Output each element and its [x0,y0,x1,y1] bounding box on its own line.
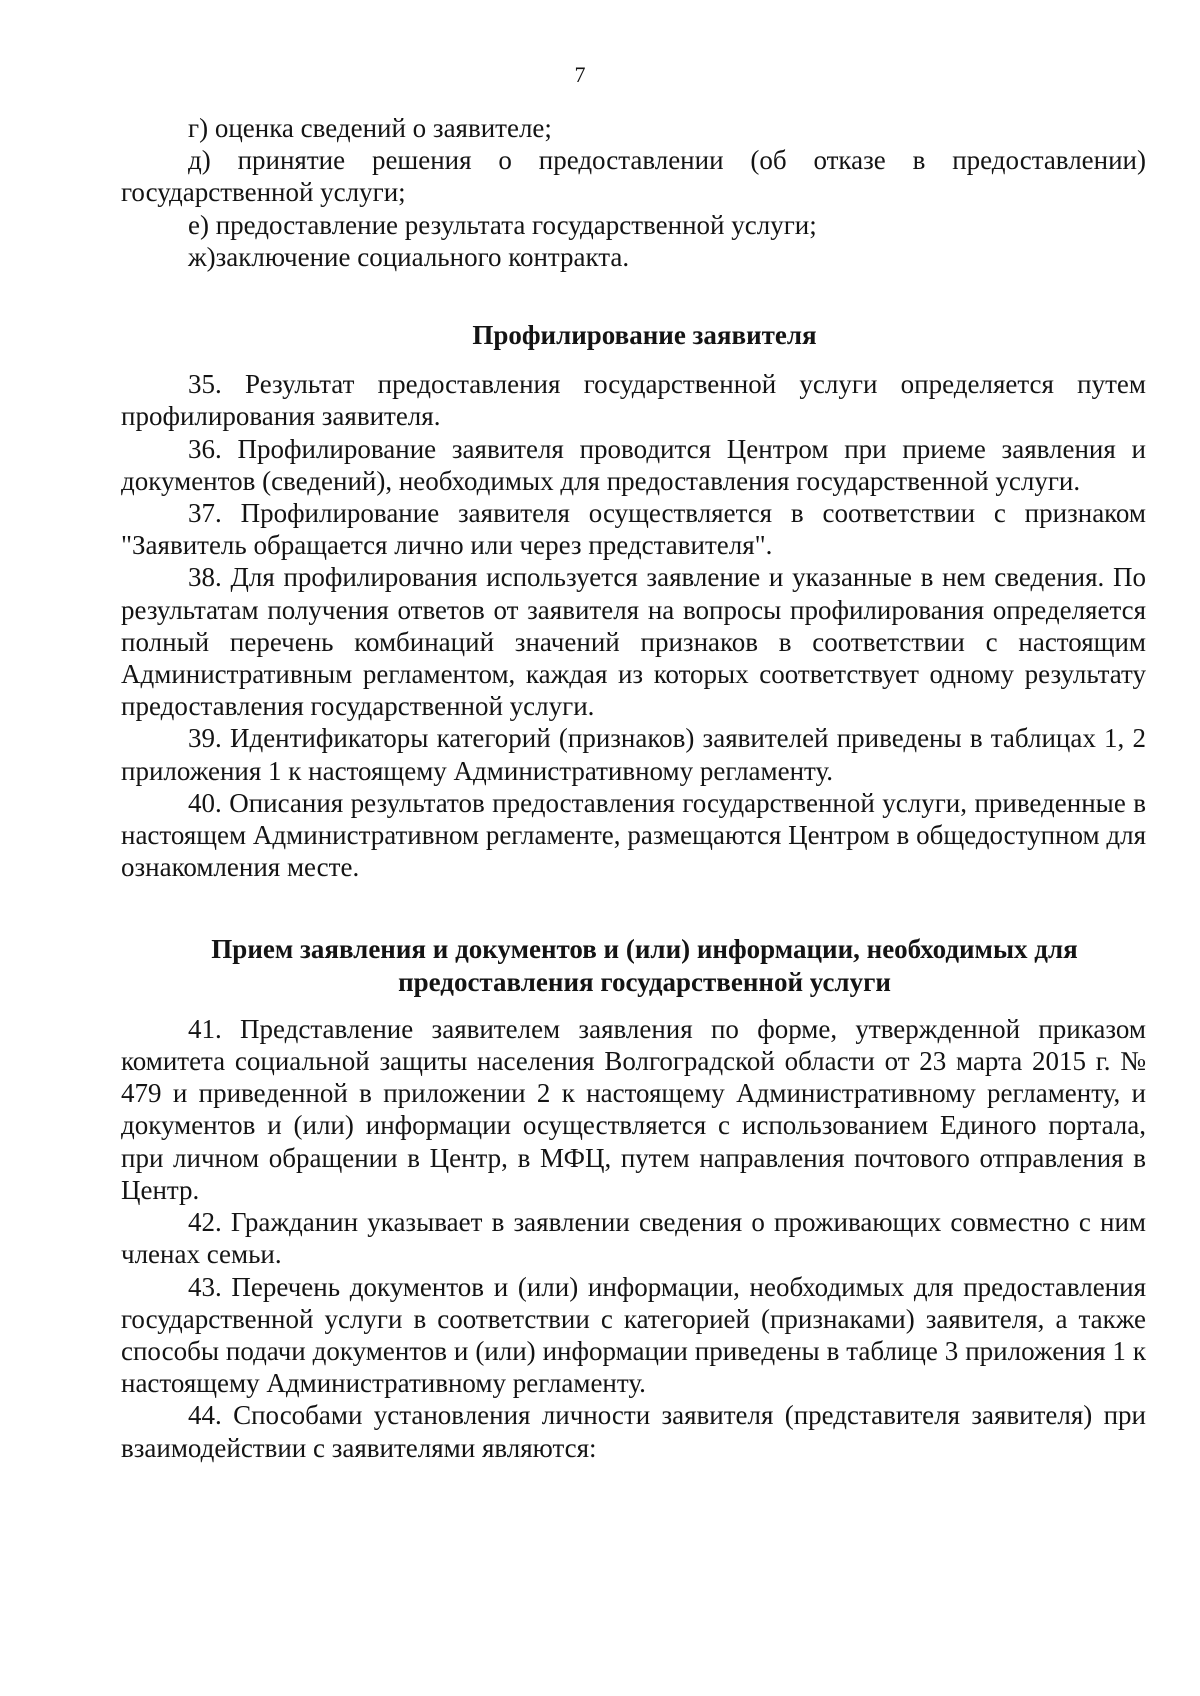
list-item-d: д) принятие решения о предоставлении (об отказе в предоставлении) государственной услуги; [121,145,1146,208]
paragraph-38: 38. Для профилирования используется заявление и указанные в нем сведения. По результатам получения ответов от заявителя на вопросы профилирования определяется полный перечень комбинаций значений признаков в соответствии с настоящим Административным регламентом, каждая из которых соответствует одному результату предоставления государственной услуги. [121,562,1146,722]
section-heading-line-2: предоставления государственной услуги [398,966,891,997]
section-heading-line-1: Прием заявления и документов и (или) информации, необходимых для [211,934,1078,965]
paragraph-36: 36. Профилирование заявителя проводится Центром при приеме заявления и документов (сведений), необходимых для предоставления государственной услуги. [121,433,1146,496]
paragraph-35: 35. Результат предоставления государственной услуги определяется путем профилирования заявителя. [121,369,1146,432]
paragraph-42: 42. Гражданин указывает в заявлении сведения о проживающих совместно с ним членах семьи. [121,1207,1146,1270]
list-item-zh: ж)заключение социального контракта. [188,241,630,272]
section-heading-application [121,933,1146,997]
list-item-g: г) оценка сведений о заявителе; [188,113,552,143]
document-body [121,112,1146,1464]
paragraph-43: 43. Перечень документов и (или) информации, необходимых для предоставления государственной услуги в соответствии с категорией (признаками) заявителя, а также способы подачи документов и (или) информации приведены в таблице 3 приложения 1 к настоящему Административному регламенту. [121,1271,1146,1399]
paragraph-44: 44. Способами установления личности заявителя (представителя заявителя) при взаимодействии с заявителями являются: [121,1400,1146,1463]
list-item-e: е) предоставление результата государственной услуги; [188,209,817,240]
paragraph-37: 37. Профилирование заявителя осуществляется в соответствии с признаком "Заявитель обращается лично или через представителя". [121,498,1146,561]
page-number: 7 [574,62,586,87]
section-heading-profiling: Профилирование заявителя [472,320,817,351]
paragraph-41: 41. Представление заявителем заявления по форме, утвержденной приказом комитета социальной защиты населения Волгоградской области от 23 марта 2015 г. № 479 и приведенной в приложении 2 к настоящему Административному регламенту, и документов и (или) информации осуществляется с использованием Единого портала, при личном обращении в Центр, в МФЦ, путем направления почтового отправления в Центр. [121,1013,1146,1205]
paragraph-40: 40. Описания результатов предоставления государственной услуги, приведенные в настоящем Административном регламенте, размещаются Центром в общедоступном для ознакомления месте. [121,787,1146,883]
paragraph-39: 39. Идентификаторы категорий (признаков) заявителей приведены в таблицах 1, 2 приложения 1 к настоящему Административному регламенту. [121,723,1146,786]
